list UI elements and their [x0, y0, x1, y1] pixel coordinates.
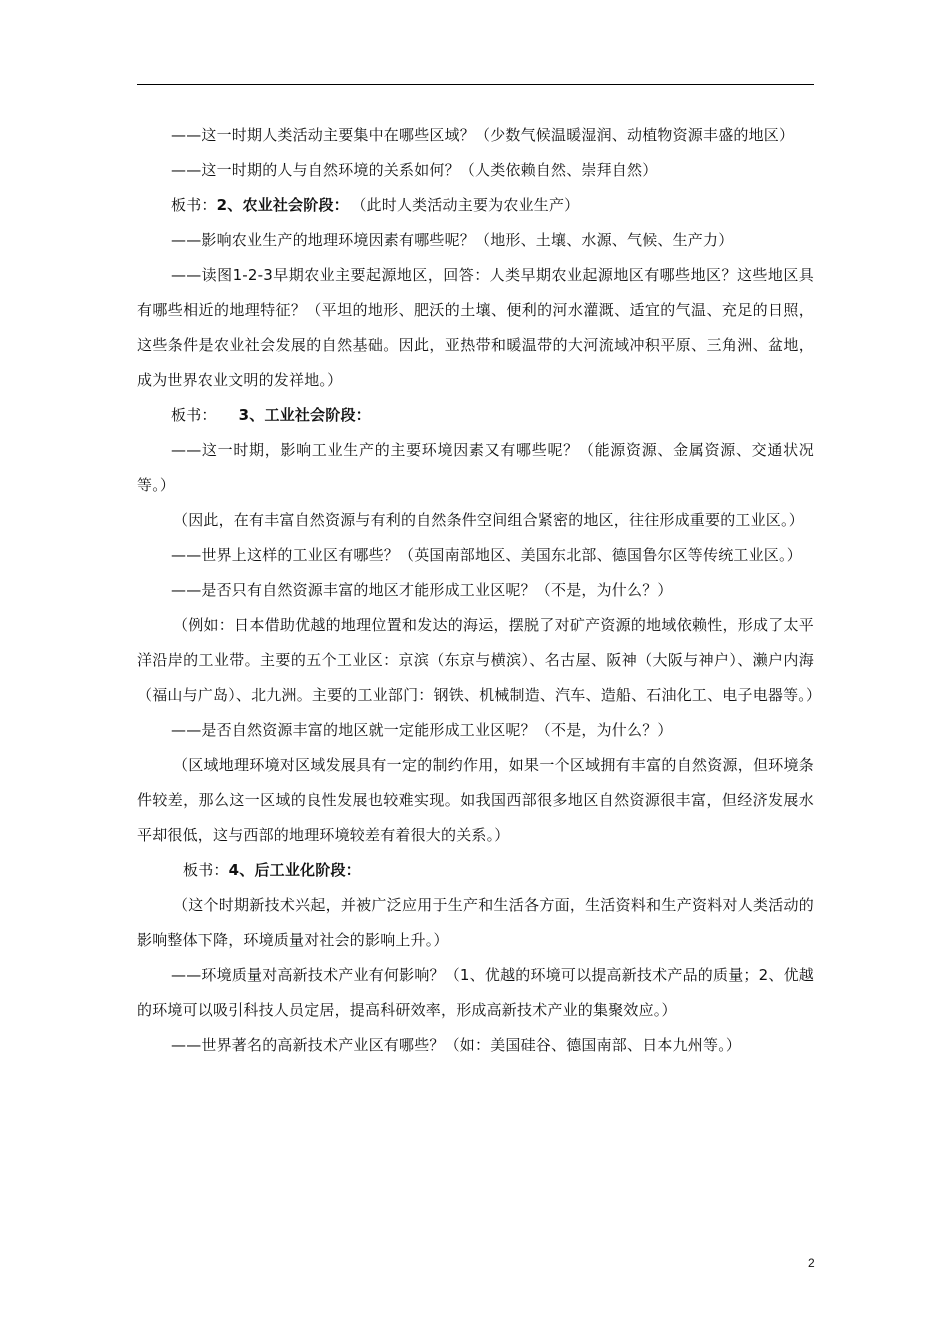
heading-prefix: 板书：: [183, 861, 229, 879]
paragraph-p2: （例如：日本借助优越的地理位置和发达的海运，摆脱了对矿产资源的地域依赖性，形成了太平洋沿岸的工业带。主要的五个工业区：京滨（东京与横滨）、名古屋、阪神（大阪与神户）、濑户内海（福山与广岛）、北九洲。主要的工业部门：钢铁、机械制造、汽车、造船、石油化工、电子电器等。）: [137, 616, 822, 704]
body-text: [137, 118, 822, 1063]
header-rule: [137, 84, 814, 85]
heading-prefix: 板书：: [171, 196, 217, 214]
heading-title: 3、工业社会阶段：: [238, 406, 371, 424]
heading-agriculture: [137, 188, 814, 223]
heading-title: 4、后工业化阶段：: [228, 861, 361, 879]
paragraph-q7: ——是否只有自然资源丰富的地区才能形成工业区呢？（不是，为什么？）: [171, 581, 673, 599]
heading-industry: [137, 398, 814, 433]
heading-title: 2、农业社会阶段：: [216, 196, 349, 214]
paragraph-q8: ——是否自然资源丰富的地区就一定能形成工业区呢？（不是，为什么？）: [171, 721, 673, 739]
heading-post-industrial: [137, 853, 814, 888]
paragraph-q4: ——读图1-2-3早期农业主要起源地区，回答：人类早期农业起源地区有哪些地区？这些地区具有哪些相近的地理特征？（平坦的地形、肥沃的土壤、便利的河水灌溉、适宜的气温、充足的日照，这些条件是农业社会发展的自然基础。因此，亚热带和暖温带的大河流域冲积平原、三角洲、盆地，成为世界农业文明的发祥地。）: [137, 266, 814, 389]
paragraph-q10: ——世界著名的高新技术产业区有哪些？（如：美国硅谷、德国南部、日本九州等。）: [171, 1036, 742, 1054]
page-number: 2: [808, 1256, 815, 1270]
paragraph-q3: ——影响农业生产的地理环境因素有哪些呢？（地形、土壤、水源、气候、生产力）: [171, 231, 734, 249]
paragraph-p1: （因此，在有丰富自然资源与有利的自然条件空间组合紧密的地区，往往形成重要的工业区。）: [173, 511, 804, 529]
paragraph-q9: ——环境质量对高新技术产业有何影响？（1、优越的环境可以提高新技术产品的质量；2、优越的环境可以吸引科技人员定居，提高科研效率，形成高新技术产业的集聚效应。）: [137, 966, 814, 1019]
heading-prefix: 板书：: [171, 406, 217, 424]
paragraph-q5: ——这一时期，影响工业生产的主要环境因素又有哪些呢？（能源资源、金属资源、交通状况等。）: [137, 441, 814, 494]
paragraph-q2: ——这一时期的人与自然环境的关系如何？（人类依赖自然、崇拜自然）: [171, 161, 658, 179]
paragraph-p3: （区域地理环境对区域发展具有一定的制约作用，如果一个区域拥有丰富的自然资源，但环境条件较差，那么这一区域的良性发展也较难实现。如我国西部很多地区自然资源很丰富，但经济发展水平却很低，这与西部的地理环境较差有着很大的关系。）: [137, 756, 814, 844]
paragraph-q6: ——世界上这样的工业区有哪些？（英国南部地区、美国东北部、德国鲁尔区等传统工业区。）: [171, 546, 802, 564]
heading-note: （此时人类活动主要为农业生产）: [358, 196, 580, 214]
paragraph-p4: （这个时期新技术兴起，并被广泛应用于生产和生活各方面，生活资料和生产资料对人类活动的影响整体下降，环境质量对社会的影响上升。）: [137, 896, 814, 949]
paragraph-q1: ——这一时期人类活动主要集中在哪些区域？（少数气候温暖湿润、动植物资源丰盛的地区）: [171, 126, 795, 144]
